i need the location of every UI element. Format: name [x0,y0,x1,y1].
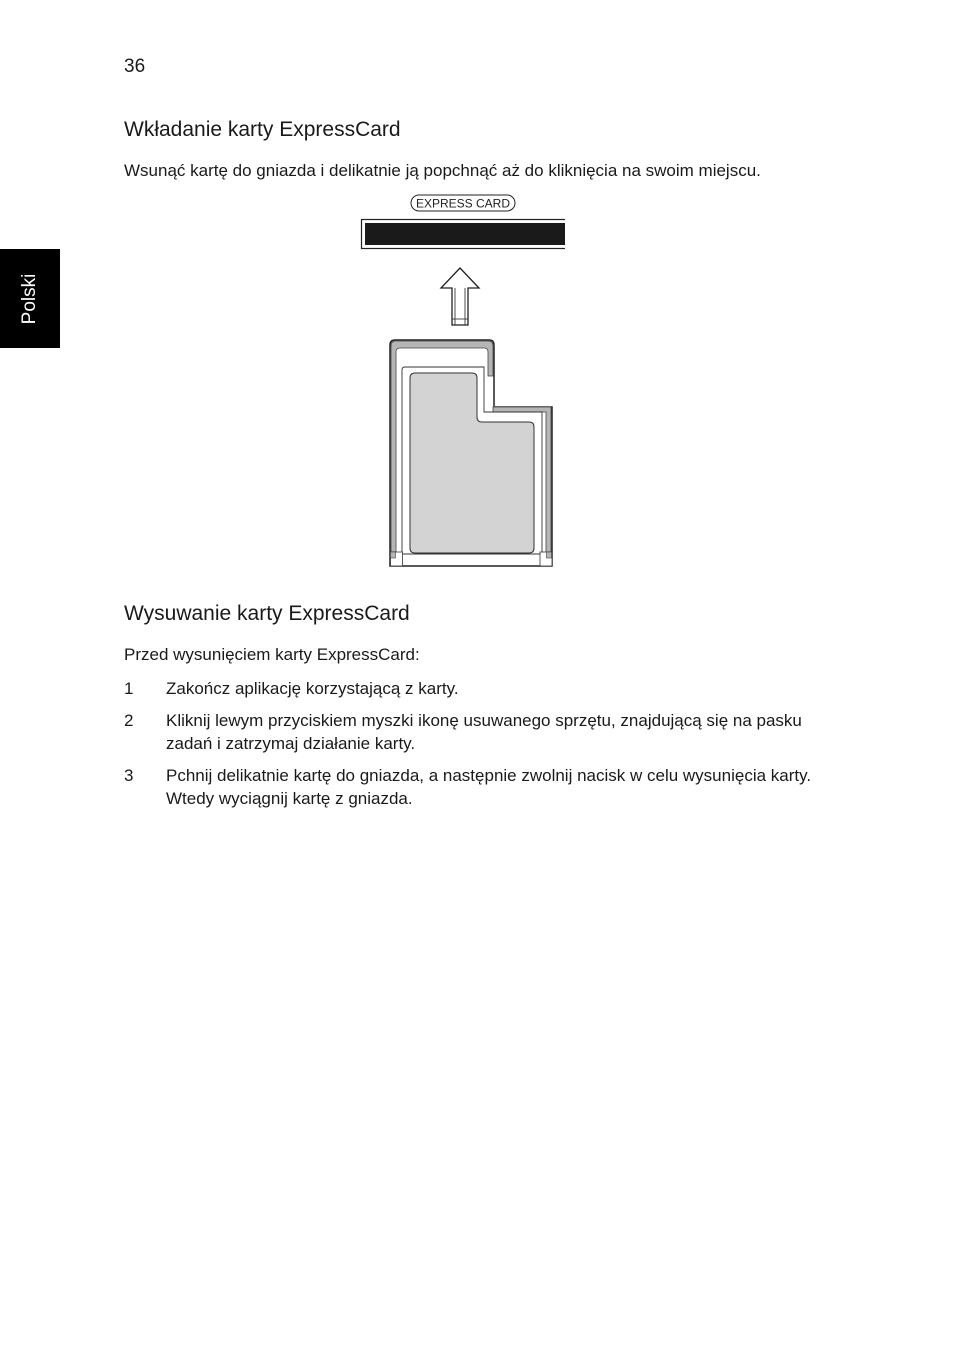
language-tab [0,249,60,348]
slot-label-text: EXPRESS CARD [415,196,511,211]
expresscard-insertion-illustration [355,190,565,570]
step-number: 2 [124,711,134,730]
step-number: 3 [124,766,134,785]
step-text: Pchnij delikatnie kartę do gniazda, a następnie zwolnij nacisk w celu wysunięcia karty. Wtedy wyciągnij kartę z gniazda. [166,766,812,808]
expresscard-slot [362,220,566,249]
insert-card-instruction: Wsunąć kartę do gniazda i delikatnie ją popchnąć aż do kliknięcia na swoim miejscu. [124,161,761,180]
remove-card-intro: Przed wysunięciem karty ExpressCard: [124,645,420,664]
slot-label-badge [411,195,515,211]
insert-card-heading: Wkładanie karty ExpressCard [124,118,401,141]
remove-card-heading: Wysuwanie karty ExpressCard [124,602,410,625]
up-arrow-icon [441,268,479,325]
expresscard-card [390,340,552,566]
language-tab-label: Polski [19,273,40,325]
step-text: Zakończ aplikację korzystającą z karty. [166,679,459,698]
step-number: 1 [124,679,134,698]
page-number: 36 [124,56,146,77]
step-text: Kliknij lewym przyciskiem myszki ikonę usuwanego sprzętu, znajdującą się na pasku zadań i zatrzymaj działanie karty. [166,711,802,753]
